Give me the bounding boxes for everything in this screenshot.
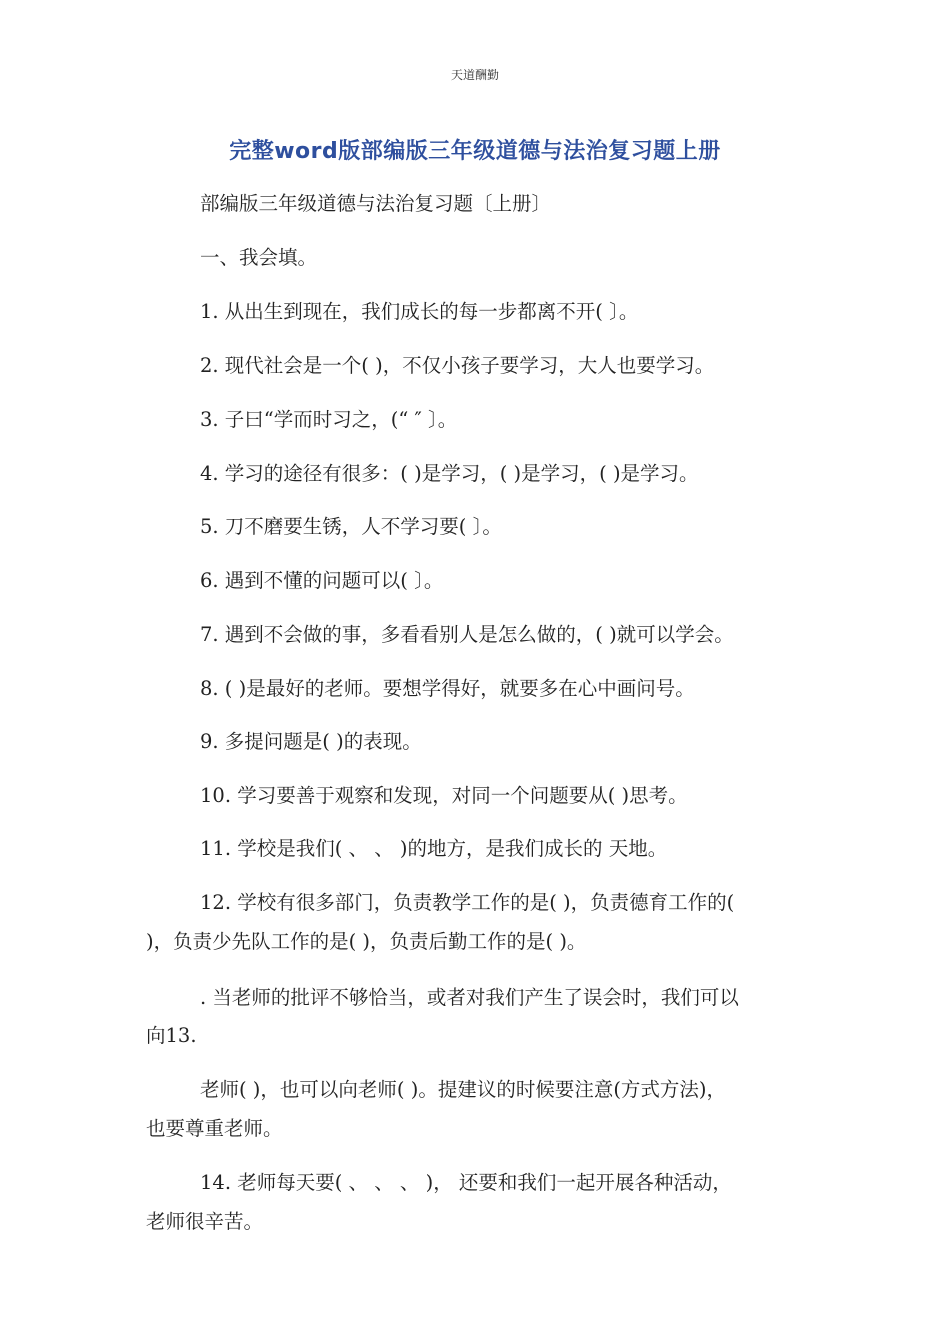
question-8: 8. ( )是最好的老师。要想学得好，就要多在心中画问号。 — [200, 677, 695, 700]
question-11: 11. 学校是我们( 、 、 )的地方，是我们成长的 天地。 — [200, 837, 668, 860]
subtitle: 部编版三年级道德与法治复习题〔上册〕 — [200, 192, 552, 215]
question-3: 3. 子曰“学而时习之，(“ ″ 〕。 — [200, 408, 458, 431]
question-12-line-2: )，负责少先队工作的是( )，负责后勤工作的是( )。 — [146, 930, 587, 953]
question-10: 10. 学习要善于观察和发现，对同一个问题要从( )思考。 — [200, 784, 688, 807]
question-5: 5. 刀不磨要生锈，人不学习要( 〕。 — [200, 515, 502, 538]
question-12-line-1: 12. 学校有很多部门，负责教学工作的是( )，负责德育工作的( — [200, 891, 735, 914]
question-14-line-2: 老师很辛苦。 — [146, 1210, 264, 1233]
question-13-line-4: 也要尊重老师。 — [146, 1117, 283, 1140]
question-2: 2. 现代社会是一个( )，不仅小孩子要学习，大人也要学习。 — [200, 354, 715, 377]
question-4: 4. 学习的途径有很多：( )是学习，( )是学习，( )是学习。 — [200, 462, 699, 485]
question-6: 6. 遇到不懂的问题可以( 〕。 — [200, 569, 444, 592]
section-heading: 一、我会填。 — [200, 246, 318, 269]
question-1: 1. 从出生到现在，我们成长的每一步都离不开( 〕。 — [200, 300, 639, 323]
question-13-line-2: 向13. — [146, 1024, 197, 1047]
question-9: 9. 多提问题是( )的表现。 — [200, 730, 422, 753]
page-header: 天道酬勤 — [450, 68, 499, 82]
question-13-line-3: 老师( )，也可以向老师( )。提建议的时候要注意(方式方法)， — [200, 1078, 727, 1101]
question-13-line-1: . 当老师的批评不够恰当，或者对我们产生了误会时，我们可以 — [200, 986, 739, 1009]
question-14-line-1: 14. 老师每天要( 、 、 、 )， 还要和我们一起开展各种活动， — [200, 1171, 732, 1194]
question-7: 7. 遇到不会做的事，多看看别人是怎么做的，( )就可以学会。 — [200, 623, 734, 646]
document-title: 完整word版部编版三年级道德与法治复习题上册 — [229, 139, 721, 164]
